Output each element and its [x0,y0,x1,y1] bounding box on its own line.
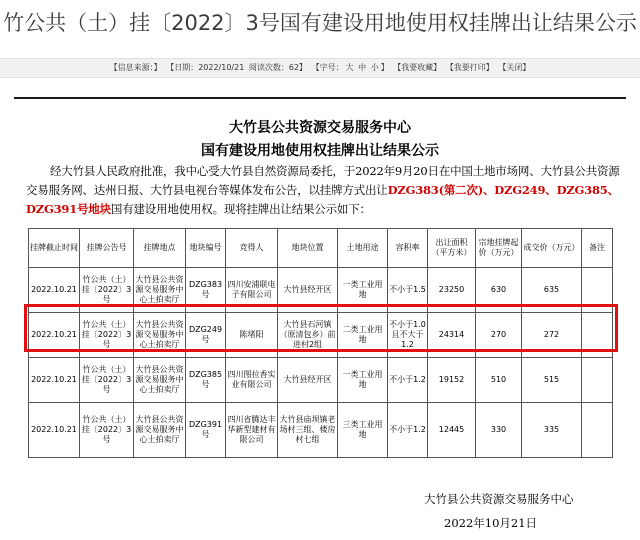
close-link[interactable]: 【关闭】 [498,63,531,72]
meta-date: 【日期：2022/10/21 [166,63,245,72]
table-cell: 竹公共（土）挂〔2022〕3号 [80,313,134,358]
table-cell: 2022.10.21 [29,268,80,313]
table-row [29,403,613,458]
table-cell: 270 [476,313,522,358]
table-cell: 23250 [428,268,476,313]
col-header: 地块位置 [278,229,338,268]
table-cell [582,268,613,313]
col-header: 土地用途 [338,229,388,268]
table-row [29,313,613,358]
table-row [29,268,613,313]
col-header: 出让面积（平方米） [428,229,476,268]
table-cell: 大竹县经开区 [278,268,338,313]
col-header: 竞得人 [226,229,278,268]
table-cell: 2022.10.21 [29,358,80,403]
table-cell: 510 [476,358,522,403]
signature-org: 大竹县公共资源交易服务中心 [424,492,574,506]
table-cell: 515 [522,358,582,403]
intro-paragraph [26,162,620,219]
table-cell: 一类工业用地 [338,268,388,313]
table-cell: 陈堵阳 [226,313,278,358]
heading-notice: 国有建设用地使用权挂牌出让结果公示 [201,143,439,159]
col-header: 备注 [582,229,613,268]
table-cell: 大竹县石河镇（原清包乡）前进村2组 [278,313,338,358]
table-cell: 335 [522,403,582,458]
intro-text-2: 国有建设用地使用权。现将挂牌出让结果公示如下： [110,202,371,216]
table-cell: 不小于1.2 [388,403,428,458]
table-cell: 12445 [428,403,476,458]
table-cell: 竹公共（土）挂〔2022〕3号 [80,268,134,313]
table-cell: 330 [476,403,522,458]
table-cell: DZG385号 [186,358,226,403]
table-cell: 272 [522,313,582,358]
table-cell: 竹公共（土）挂〔2022〕3号 [80,358,134,403]
page-title: 竹公共（土）挂〔2022〕3号国有建设用地使用权挂牌出让结果公示 [3,11,637,35]
table-cell: 一类工业用地 [338,358,388,403]
table-cell: 2022.10.21 [29,313,80,358]
table-cell: 2022.10.21 [29,403,80,458]
table-cell: 竹公共（土）挂〔2022〕3号 [80,403,134,458]
meta-font-label: 【字号： [311,63,344,72]
table-cell: 大竹县公共资源交易服务中心土拍卖厅 [134,268,186,313]
signature-date: 2022年10月21日 [444,516,538,530]
meta-bar [0,58,640,78]
heading-org: 大竹县公共资源交易服务中心 [229,120,411,136]
table-cell: 大竹县公共资源交易服务中心土拍卖厅 [134,358,186,403]
font-size-small-link[interactable]: 小 [370,63,379,72]
font-size-large-link[interactable]: 大 [345,63,354,72]
table-cell [582,358,613,403]
col-header: 挂牌公告号 [80,229,134,268]
meta-views: 阅读次数：62】 [248,63,308,72]
table-cell: 四川省腾达丰华新型建材有限公司 [226,403,278,458]
table-cell: 四川安浦联电子有限公司 [226,268,278,313]
table-header-row [29,229,613,268]
table-cell: 大竹县公共资源交易服务中心土拍卖厅 [134,313,186,358]
table-cell: 不小于1.5 [388,268,428,313]
table-cell: 二类工业用地 [338,313,388,358]
table-cell: 三类工业用地 [338,403,388,458]
col-header: 宗地挂牌起价（万元） [476,229,522,268]
print-link[interactable]: 【我要打印】 [445,63,494,72]
table-cell: 19152 [428,358,476,403]
col-header: 地块编号 [186,229,226,268]
col-header: 成交价（万元） [522,229,582,268]
table-cell: 大竹县经开区 [278,358,338,403]
table-cell [582,403,613,458]
col-header: 挂牌截止时间 [29,229,80,268]
parcel-list-highlight: DZG383(第二次)、DZG249、DZG385、DZG391号地块 [26,183,619,216]
favorite-link[interactable]: 【我要收藏】 [393,63,442,72]
intro-text-1: 经大竹县人民政府批准，我中心受大竹县自然资源局委托，于2022年9月20日在中国土地市场网、大竹县公共资源交易服务网、达州日报、大竹县电视台等媒体发布公告，以挂牌方式出让 [26,164,620,197]
table-cell: 不小于1.2 [388,358,428,403]
table-cell: 大竹县公共资源交易服务中心土拍卖厅 [134,403,186,458]
meta-source: 【信息来源：】 [109,63,162,72]
table-cell: 大竹县庙坝镇老场村三组、楼房村七组 [278,403,338,458]
table-cell: DZG391号 [186,403,226,458]
divider [14,97,626,99]
table-cell: DZG249号 [186,313,226,358]
col-header: 挂牌地点 [134,229,186,268]
results-table [28,228,613,458]
font-size-medium-link[interactable]: 中 [358,63,367,72]
table-cell: 635 [522,268,582,313]
table-cell [582,313,613,358]
table-row [29,358,613,403]
table-cell: DZG383号 [186,268,226,313]
table-cell: 630 [476,268,522,313]
col-header: 容积率 [388,229,428,268]
table-cell: 24314 [428,313,476,358]
table-cell: 不小于1.0且不大于1.2 [388,313,428,358]
table-cell: 四川图拉香实业有限公司 [226,358,278,403]
meta-font-end: 】 [380,63,389,72]
